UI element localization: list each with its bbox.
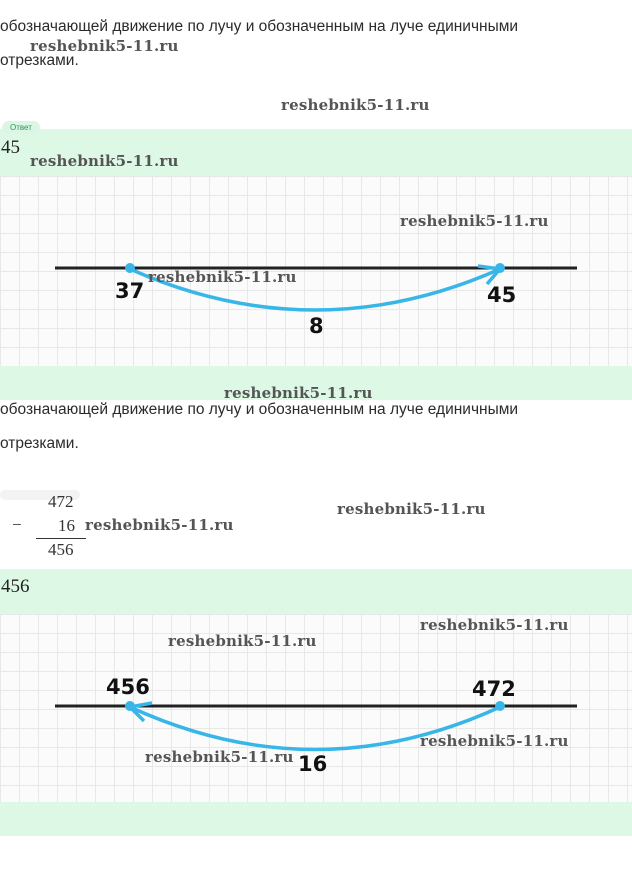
answer-panel-bottom [0,802,632,836]
calc-result: 456 [48,540,74,559]
start-point [125,263,135,273]
watermark: reshebnik5-11.ru [168,632,317,650]
watermark: reshebnik5-11.ru [30,37,179,55]
number-line-diagram-1 [0,176,632,366]
right-point [495,701,505,711]
task-text-line-2: отрезками. [0,52,79,69]
left-point [125,701,135,711]
task-text-line-1: обозначающей движение по лучу и обозначенным на луче единичными [0,401,519,418]
answer-panel [0,569,632,614]
watermark: reshebnik5-11.ru [224,384,373,402]
watermark: reshebnik5-11.ru [30,152,179,170]
answer-value: 456 [1,576,30,597]
task-text-line-2: отрезками. [0,435,79,452]
end-label: 45 [487,283,517,307]
calc-minus-sign: − [12,515,22,534]
watermark: reshebnik5-11.ru [420,616,569,634]
calc-subtrahend: 16 [58,516,75,535]
jump-label: 16 [298,752,328,776]
calc-divider [36,538,86,539]
watermark: reshebnik5-11.ru [148,268,297,286]
answer-value: 45 [1,137,20,158]
answer-badge: Ответ [2,121,40,134]
watermark: reshebnik5-11.ru [145,748,294,766]
jump-label: 8 [309,314,324,338]
watermark: reshebnik5-11.ru [281,96,430,114]
right-label: 472 [472,677,516,701]
number-line-svg-1 [0,176,632,366]
watermark: reshebnik5-11.ru [400,212,549,230]
start-label: 37 [115,279,145,303]
watermark: reshebnik5-11.ru [420,732,569,750]
watermark: reshebnik5-11.ru [337,500,486,518]
end-point [495,263,505,273]
calc-minuend: 472 [48,492,74,511]
left-label: 456 [106,675,150,699]
watermark: reshebnik5-11.ru [85,516,234,534]
task-text-line-1: обозначающей движение по лучу и обозначенным на луче единичными [0,18,519,35]
